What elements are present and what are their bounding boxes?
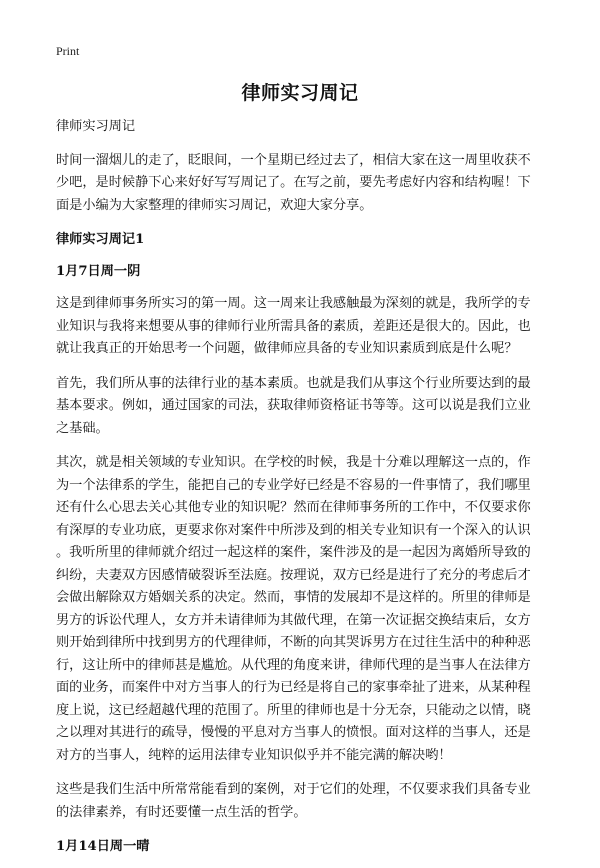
paragraph-line: 就让我真正的开始思考一个问题，做律师应具备的专业知识素质到底是什么呢？ — [56, 341, 518, 356]
paragraph-line: 首先，我们所从事的法律行业的基本素质。也就是我们从事这个行业所要达到的最 — [56, 375, 531, 391]
paragraph-line: 之以理对其进行的疏导，慢慢的平息对方当事人的愤恨。面对这样的当事人，还是 — [56, 725, 531, 740]
paragraph-line: 还有什么心思去关心其他专业的知识呢？然而在律师事务所的工作中，不仅要求你 — [56, 500, 531, 515]
paragraph-line: 的法律素养，有时还要懂一点生活的哲学。 — [56, 804, 307, 820]
intro-paragraph — [56, 150, 551, 218]
section-heading: 律师实习周记1 — [56, 232, 145, 247]
paragraph-line: 行，这让所中的律师甚是尴尬。从代理的角度来讲，律师代理的是当事人在法律方 — [56, 657, 531, 673]
paragraph-line: 为一个法律系的学生，能把自己的专业学好已经是不容易的一件事情了，我们哪里 — [56, 477, 531, 493]
paragraph-line: 纠纷，夫妻双方因感情破裂诉至法庭。按理说，双方已经是进行了充分的考虑后才 — [56, 567, 531, 583]
paragraph-line: 度上说，这已经超越代理的范围了。所里的律师也是十分无奈，只能动之以情，晓 — [56, 702, 531, 718]
intro-line: 时间一溜烟儿的走了，眨眼间，一个星期已经过去了，相信大家在这一周里收获不 — [56, 152, 531, 168]
intro-line: 少吧，是时候静下心来好好写写周记了。在写之前，要先考虑好内容和结构喔！下 — [56, 175, 531, 190]
paragraph-line: 基本要求。例如，通过国家的司法，获取律师资格证书等等。这可以说是我们立业 — [56, 398, 531, 413]
paragraph-line: 业知识与我将来想要从事的律师行业所需具备的素质，差距还是很大的。因此，也 — [56, 318, 531, 334]
intro-line: 面是小编为大家整理的律师实习周记，欢迎大家分享。 — [56, 197, 373, 213]
paragraph-line: 有深厚的专业功底，更要求你对案件中所涉及到的相关专业知识有一个深入的认识 — [56, 522, 531, 538]
paragraph-line: 这些是我们生活中所常常能看到的案例，对于它们的处理，不仅要求我们具备专业 — [56, 782, 531, 797]
entry-paragraph — [56, 779, 551, 824]
paragraph-line: 会做出解除双方婚姻关系的决定。然而，事情的发展却不是这样的。所里的律师是 — [56, 590, 531, 605]
entry-paragraph — [56, 293, 551, 361]
article-body — [56, 116, 551, 868]
paragraph-line: 之基础。 — [56, 420, 109, 436]
paragraph-line: 男方的诉讼代理人，女方并未请律师为其做代理，在第一次证据交换结束后，女方 — [56, 612, 531, 628]
entry-date: 1月14日周一晴 — [56, 839, 150, 854]
entry-paragraph — [56, 373, 551, 441]
entry-date: 1月7日周一阴 — [56, 264, 141, 279]
page-title: 律师实习周记 — [241, 82, 359, 104]
paragraph-line: 。我听所里的律师就介绍过一起这样的案件，案件涉及的是一起因为离婚所导致的 — [56, 545, 531, 560]
print-link[interactable]: Print — [56, 44, 80, 58]
paragraph-line: 这是到律师事务所实习的第一周。这一周来让我感触最为深刻的就是，我所学的专 — [56, 296, 531, 311]
paragraph-line: 面的业务，而案件中对方当事人的行为已经是将自己的家事牵扯了进来，从某种程 — [56, 680, 531, 695]
paragraph-line: 则开始到律所中找到男方的代理律师，不断的向其哭诉男方在过往生活中的种种恶 — [56, 635, 531, 650]
article-subtitle: 律师实习周记 — [56, 119, 136, 134]
paragraph-line: 其次，就是相关领域的专业知识。在学校的时候，我是十分难以理解这一点的，作 — [56, 455, 531, 470]
entry-paragraph — [56, 452, 551, 767]
paragraph-line: 对方的当事人，纯粹的运用法律专业知识似乎并不能完满的解决哟！ — [56, 747, 452, 763]
